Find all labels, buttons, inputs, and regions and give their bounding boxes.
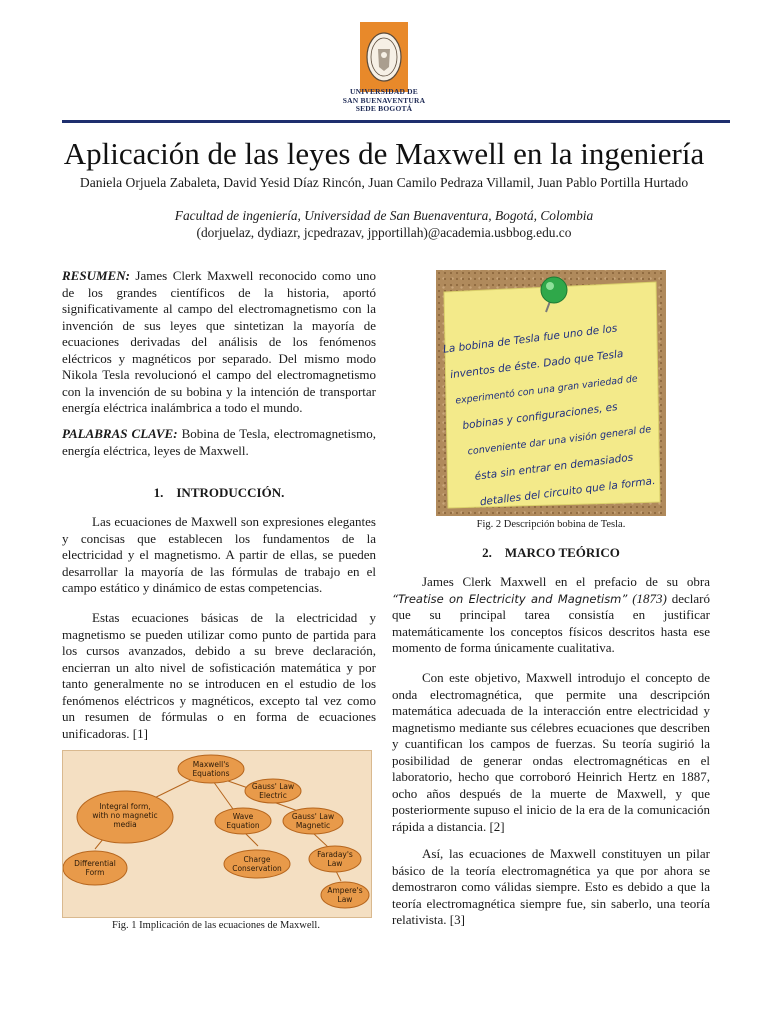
svg-text:Faraday's — [317, 850, 353, 859]
svg-text:Law — [328, 859, 343, 868]
svg-text:Equation — [226, 821, 259, 830]
university-seal-icon — [364, 29, 404, 85]
paper-title: Aplicación de las leyes de Maxwell en la ingeniería — [63, 136, 705, 171]
university-line-1: UNIVERSIDAD DE — [349, 87, 419, 96]
university-logo — [360, 22, 408, 92]
svg-text:media — [113, 820, 136, 829]
university-name — [300, 88, 468, 114]
label-wave-1: Wave — [232, 812, 254, 821]
author-emails: (dorjuelaz, dydiazr, jcpedrazav, jpportillah)@academia.usbbog.edu.co — [196, 225, 572, 240]
label-integral-1: Integral form, — [99, 802, 151, 811]
marco-text-2: Con este objetivo, Maxwell introdujo el concepto de onda electromagnética, que permite una descripción matemática adecuada de la interacción entre electricidad y magnetismo mediante sus célebres ecuaciones que describen y cuantifican los campos de fuerzas. Su teoría sugirió la posibilidad de generar ondas electromagnéticas en el laboratorio, hecho que corroboró Heinrich Hertz en 1887, ocho años después de la muerte de Maxwell, y que posteriormente supuso el inicio de la era de la comunicación rápida a distancia. [2] — [392, 670, 710, 834]
section-heading-marco-teorico: 2. MARCO TEÓRICO — [482, 545, 620, 560]
figure-1-caption: Fig. 1 Implicación de las ecuaciones de Maxwell. — [112, 920, 320, 931]
label-differential-1: Differential — [74, 859, 116, 868]
svg-text:Form — [86, 868, 105, 877]
marco-paragraph-2 — [392, 670, 710, 835]
marco-paragraph-3 — [392, 846, 710, 929]
svg-text:Law — [338, 895, 353, 904]
label-wave-2: Equation — [226, 821, 260, 830]
svg-text:Gauss' Law — [292, 812, 334, 821]
intro-text-2: Estas ecuaciones básicas de la electricidad y magnetismo se pueden utilizar como punto de partida para los cursos avanzados, debido a su breve declaración, encierran un alto nivel de sofisticación matemática y por tanto generalmente no se introducen en el estudio de los fenómenos eléctricos y magnéticos, excepto tal vez como un resumen de fórmulas o en forma de ecuaciones unificadoras. [1] — [62, 610, 376, 741]
marco-text-1a: James Clerk Maxwell en el prefacio de su obra — [422, 574, 710, 589]
note-line-6: ésta sin entrar en demasiados — [474, 451, 634, 483]
label-faraday-1: Faraday's — [317, 850, 353, 859]
marco-paragraph-1 — [392, 574, 710, 657]
label-gauss-magnetic-2: Magnetic — [295, 821, 331, 830]
keywords-label: PALABRAS CLAVE: — [62, 426, 178, 441]
book-title: “Treatise on Electricity and Magnetism” — [392, 591, 628, 606]
intro-paragraph-2 — [62, 610, 376, 742]
svg-text:Integral form, — [99, 802, 150, 811]
abstract-block — [62, 268, 376, 417]
marco-text-3: Así, las ecuaciones de Maxwell constituyen un pilar básico de la teoría electromagnética ya que por ahora se demostraron como válidas siempre. Esto es debido a que la teoría electromagnética siempre fue, sin saberlo, una teoría relativista. [3] — [392, 846, 710, 927]
svg-text:Wave — [233, 812, 254, 821]
book-year: (1873) — [627, 590, 667, 606]
maxwell-concept-diagram — [62, 750, 372, 918]
authors: Daniela Orjuela Zabaleta, David Yesid Díaz Rincón, Juan Camilo Pedraza Villamil, Juan Pablo Portilla Hurtado — [79, 175, 689, 190]
marco-text-1b: declaró que su principal tarea consistía en justificar matemáticamente los conceptos físicos descritos hasta ese momento de forma únicamente cualitativa. — [392, 590, 710, 655]
svg-text:Magnetic — [296, 821, 330, 830]
marco-text-1 — [392, 574, 710, 657]
edge-gauss-magnetic-faraday — [313, 833, 328, 847]
label-charge-1: Charge — [243, 855, 271, 864]
section-heading-introduccion: 1. INTRODUCCIÓN. — [153, 485, 285, 500]
svg-text:Ampere's — [327, 886, 362, 895]
header-divider — [62, 120, 730, 123]
svg-text:Maxwell's — [193, 760, 229, 769]
note-line-2: inventos de éste. Dado que Tesla — [449, 347, 625, 382]
label-ampere-1: Ampere's — [327, 886, 363, 895]
label-gauss-magnetic-1: Gauss' Law — [291, 812, 335, 821]
svg-text:with no magnetic — [92, 811, 157, 820]
svg-text:Differential — [74, 859, 116, 868]
label-integral-3: media — [113, 820, 137, 829]
label-charge-2: Conservation — [232, 864, 282, 873]
note-line-7: detalles del circuito que la forma. — [479, 474, 657, 509]
label-integral-2: with no magnetic — [92, 811, 158, 820]
label-maxwell-1: Maxwell's — [192, 760, 230, 769]
svg-text:Charge — [244, 855, 271, 864]
abstract-paragraph — [62, 268, 376, 417]
note-line-4: bobinas y configuraciones, es — [461, 400, 619, 432]
keywords-paragraph — [62, 426, 376, 459]
label-gauss-electric-2: Electric — [259, 791, 287, 800]
label-differential-2: Form — [85, 868, 105, 877]
university-line-3: SEDE BOGOTÁ — [355, 104, 413, 113]
label-ampere-2: Law — [337, 895, 353, 904]
affiliation: Facultad de ingeniería, Universidad de San Buenaventura, Bogotá, Colombia — [174, 208, 594, 223]
figure-2-caption: Fig. 2 Descripción bobina de Tesla. — [476, 519, 626, 530]
keywords-block — [62, 426, 376, 459]
svg-text:Gauss' Law — [252, 782, 294, 791]
note-line-3: experimentó con una gran variedad de — [454, 373, 639, 407]
note-line-5: conveniente dar una visión general de — [467, 424, 652, 458]
intro-paragraph-1 — [62, 514, 376, 597]
note-line-1: La bobina de Tesla fue uno de los — [442, 322, 618, 356]
keywords-text: Bobina de Tesla, electromagnetismo, energía eléctrica, leyes de Maxwell. — [62, 426, 376, 458]
label-faraday-2: Law — [327, 859, 343, 868]
svg-text:Electric — [259, 791, 287, 800]
abstract-label: RESUMEN: — [62, 268, 130, 283]
label-maxwell-2: Equations — [192, 769, 230, 778]
tesla-note-image — [436, 270, 666, 516]
university-line-2: SAN BUENAVENTURA — [342, 95, 426, 105]
svg-text:Conservation — [232, 864, 282, 873]
abstract-text: James Clerk Maxwell reconocido como uno de los grandes científicos de la historia, aportó significativamente al campo del electromagnetismo con la invención de sus leyes que sintetizan la mayoría de ecuaciones derivadas del análisis de los fenómenos eléctricos y magnéticos por separado. Del mismo modo Nikola Tesla revolucionó el campo del electromagnetismo con la invención de su bobina y la intención de transportar energía eléctrica inalámbrica a todo el mundo. — [62, 268, 376, 415]
svg-text:Equations — [192, 769, 229, 778]
label-gauss-electric-1: Gauss' Law — [251, 782, 295, 791]
edge-maxwell-wave — [213, 781, 233, 809]
intro-text-1: Las ecuaciones de Maxwell son expresiones elegantes y concisas que establecen los fundamentos de la electricidad y el magnetismo. A partir de ellas, se pueden desarrollar la mayoría de las fórmulas de trabajo en el campo estático y dinámico de estas competencias. — [62, 514, 376, 595]
